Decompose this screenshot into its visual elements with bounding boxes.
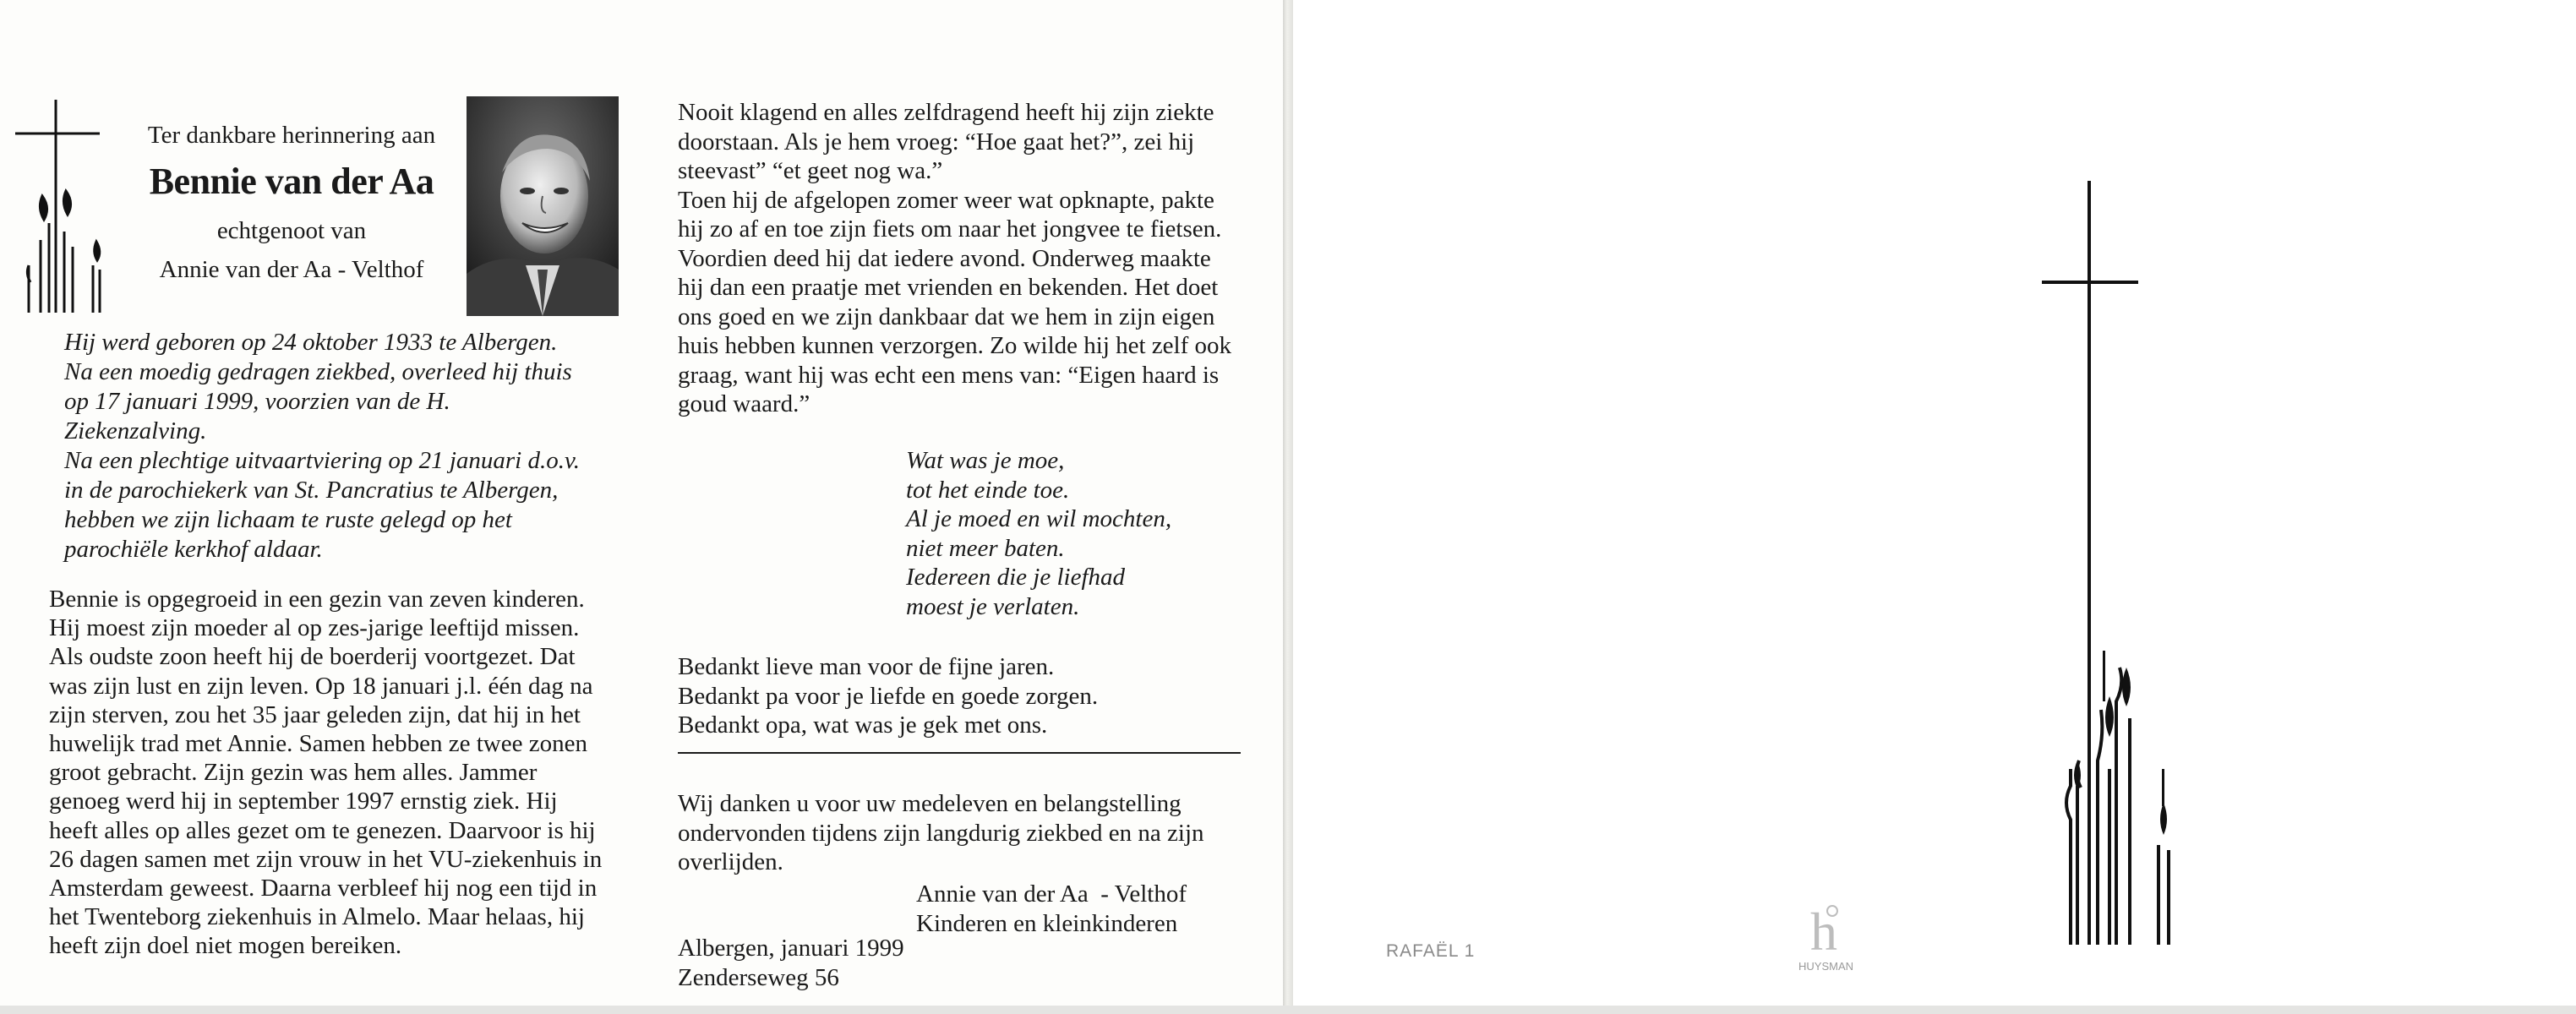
poem-line: Wat was je moe, (906, 447, 1065, 474)
thanks-line: Bedankt pa voor je liefde en goede zorgen. (678, 682, 1099, 710)
illness-text (678, 98, 1242, 419)
cross-candles-icon (2037, 177, 2240, 955)
portrait-image (467, 96, 619, 316)
poem (906, 446, 1171, 622)
gratitude-text: Wij danken u voor uw medeleven en belangstelling ondervonden tijdens zijn langdurig ziekbed en na zijn overlijden. (678, 790, 1204, 875)
signatures (916, 880, 1187, 939)
cross-candles-icon (12, 96, 105, 316)
publisher-logo (1795, 899, 1854, 975)
card-fold (1283, 0, 1293, 1014)
notice-paragraph: Na een plechtige uitvaartviering op 21 januari d.o.v. in de parochiekerk van St. Pancratius te Albergen, hebben we zijn lichaam te ruste gelegd op het parochiële kerkhof aldaar. (64, 447, 580, 563)
poem-line: tot het einde toe. (906, 476, 1070, 504)
divider-line (678, 752, 1241, 754)
biography-text: Bennie is opgegroeid in een gezin van zeven kinderen. Hij moest zijn moeder al op zes-jarige leeftijd missen. Als oudste zoon heeft hij de boerderij voortgezet. Dat was zijn lust en zijn leven. Op 18 januari j.l. één dag na zijn sterven, zou het 35 jaar geleden zijn, dat hij in het huwelijk trad met Annie. Samen hebben ze twee zonen groot gebracht. Zijn gezin was hem alles. Jammer genoeg werd hij in september 1997 ernstig ziek. Hij heeft alles op alles gezet om te genezen. Daarvoor is hij 26 dagen samen met zijn vrouw in het VU-ziekenhuis in Amsterdam geweest. Daarna verbleef hij nog een tijd in het Twenteborg ziekenhuis in Almelo. Maar helaas, hij heeft zijn doel niet mogen bereiken. (49, 586, 603, 960)
poem-line: niet meer baten. (906, 534, 1065, 562)
signature-line: Annie van der Aa - Velthof (916, 880, 1187, 908)
column-paragraph: Nooit klagend en alles zelfdragend heeft hij zijn ziekte doorstaan. Als je hem vroeg: “Hoe gaat het?”, zei hij steevast” “et geet nog wa.” (678, 99, 1214, 184)
poem-line: moest je verlaten. (906, 592, 1080, 620)
spouse-name: Annie van der Aa - Velthof (159, 256, 424, 283)
scan-edge (0, 1006, 2576, 1014)
portrait-photo (467, 96, 619, 316)
card-back (1293, 0, 2576, 1006)
card-inside (0, 0, 1283, 1006)
card-model-code: RAFAËL 1 (1386, 941, 1476, 961)
deceased-name: Bennie van der Aa (149, 161, 434, 202)
thanks-line: Bedankt lieve man voor de fijne jaren. (678, 653, 1055, 680)
spouse-label: echtgenoot van (216, 217, 367, 244)
thanks-lines (678, 652, 1242, 740)
dedication-intro: Ter dankbare herinnering aan (147, 122, 436, 149)
poem-line: Iedereen die je liefhad (906, 564, 1126, 592)
logo-text: HUYSMAN (1798, 960, 1854, 973)
place-date: Albergen, januari 1999 (678, 935, 904, 962)
sender-address (678, 934, 904, 993)
column-paragraph: Toen hij de afgelopen zomer weer wat opknapte, pakte hij zo af en toe zijn fiets om naar het jongvee te fietsen. Voordien deed hij dat iedere avond. Onderweg maakte hij dan een praatje met vrienden en bekenden. Het doet ons goed en we zijn dankbaar dat we hem in zijn eigen huis hebben kunnen verzorgen. Zo wilde hij het zelf ook graag, want hij was echt een mens van: “Eigen haard is goud waard.” (678, 186, 1232, 417)
notice-paragraph: Hij werd geboren op 24 oktober 1933 te Albergen. Na een moedig gedragen ziekbed, overleed hij thuis op 17 januari 1999, voorzien van de H. Ziekenzalving. (64, 329, 572, 444)
poem-line: Al je moed en wil mochten, (906, 505, 1172, 533)
logo-letter: h (1810, 902, 1837, 962)
dedication-header (118, 118, 465, 289)
street-address: Zenderseweg 56 (678, 964, 839, 991)
signature-line: Kinderen en kleinkinderen (916, 910, 1178, 937)
birth-death-notice (64, 328, 588, 564)
thanks-line: Bedankt opa, wat was je gek met ons. (678, 711, 1048, 739)
